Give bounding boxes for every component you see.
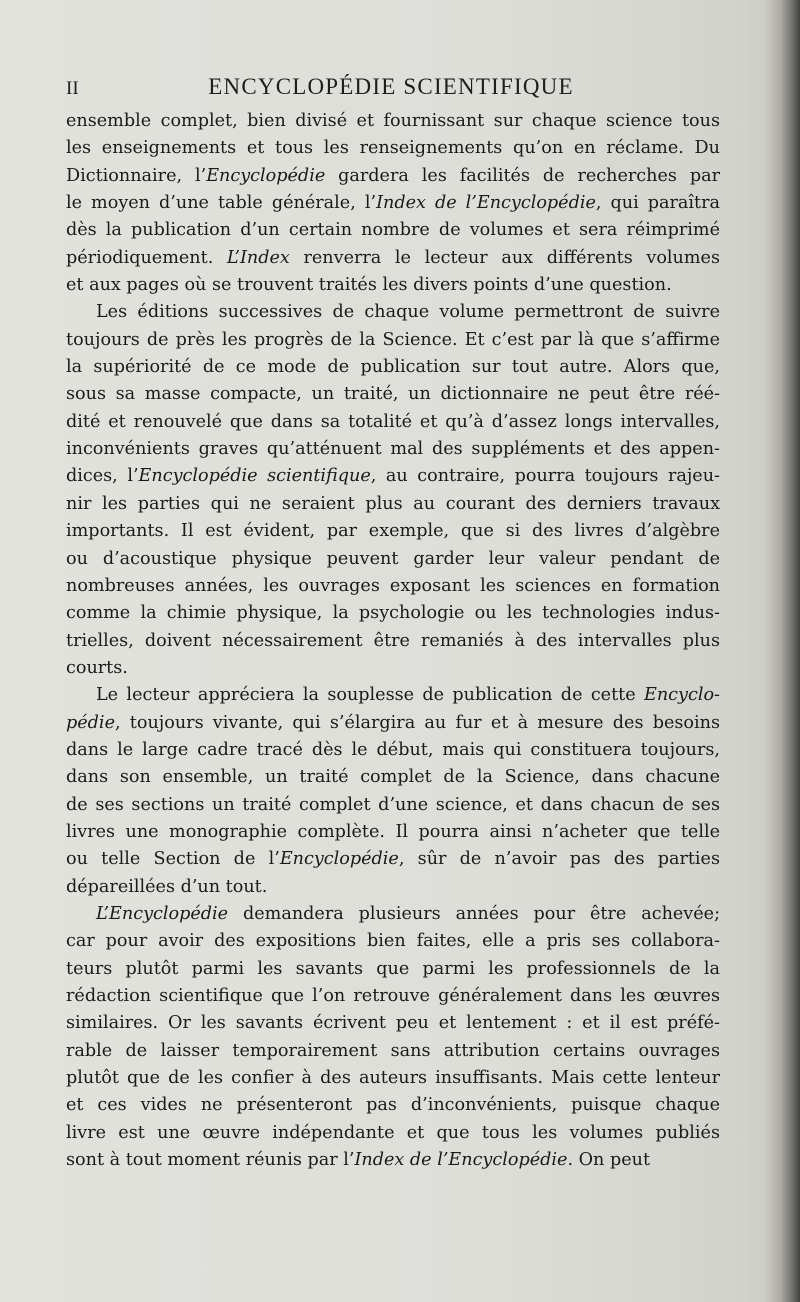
paragraph-1 [66,108,720,299]
page-number: II [66,78,79,99]
text-line: toujours de près les progrès de la Science. Et c’est par là que s’affirme [66,329,720,350]
running-title: ENCYCLOPÉDIE SCIENTIFIQUE [208,74,574,99]
text-line: rable de laisser temporairement sans attribution certains ouvrages [66,1040,720,1061]
text-line: la supériorité de ce mode de publication sur tout autre. Alors que, [66,357,720,378]
text-line: de ses sections un traité complet d’une science, et dans chacun de ses [66,794,720,815]
text-line: les enseignements et tous les renseignements qu’on en réclame. Du [66,138,720,159]
text-line: inconvénients graves qu’atténuent mal des suppléments et des appen- [66,439,720,460]
page-header [66,74,716,104]
text-line: et ces vides ne présenteront pas d’inconvénients, puisque chaque [66,1095,720,1116]
text-line: sont à tout moment réunis par l’Index de l’Encyclopédie. On peut [66,1150,651,1171]
text-line: dès la publication d’un certain nombre de volumes et sera réimprimé [66,220,720,241]
text-line: dans son ensemble, un traité complet de la Science, dans chacune [66,767,720,788]
body-text [66,108,720,1174]
text-line: similaires. Or les savants écrivent peu et lentement : et il est préfé- [66,1013,720,1034]
text-line: périodiquement. L’Index renverra le lecteur aux différents volumes [66,247,720,268]
text-line: dité et renouvelé que dans sa totalité et qu’à d’assez longs intervalles, [66,411,720,432]
text-line: trielles, doivent nécessairement être remaniés à des intervalles plus [66,630,720,651]
text-line: ensemble complet, bien divisé et fournissant sur chaque science tous [66,111,720,131]
text-line: dices, l’Encyclopédie scientifique, au contraire, pourra toujours rajeu- [66,466,720,487]
paragraph-4 [66,901,720,1174]
text-line: plutôt que de les confier à des auteurs insuffisants. Mais cette lenteur [66,1068,720,1089]
paragraph-2 [66,299,720,682]
text-line: L’Encyclopédie demandera plusieurs années pour être achevée; [96,903,720,924]
text-line: ou telle Section de l’Encyclopédie, sûr de n’avoir pas des parties [66,849,720,870]
text-line: Le lecteur appréciera la souplesse de publication de cette Encyclo- [96,685,720,706]
text-line: nombreuses années, les ouvrages exposant les sciences en formation [66,575,720,596]
text-line: courts. [66,657,128,678]
text-line: importants. Il est évident, par exemple, que si des livres d’algèbre [66,521,720,542]
paragraph-3 [66,682,720,901]
text-line: sous sa masse compacte, un traité, un dictionnaire ne peut être réé- [66,384,720,405]
text-line: le moyen d’une table générale, l’Index de l’Encyclopédie, qui paraîtra [66,193,720,214]
text-line: rédaction scientifique que l’on retrouve généralement dans les œuvres [66,986,720,1006]
text-line: dépareillées d’un tout. [66,876,268,897]
text-line: livre est une œuvre indépendante et que tous les volumes publiés [66,1122,720,1143]
text-line: livres une monographie complète. Il pourra ainsi n’acheter que telle [66,821,720,842]
text-line: nir les parties qui ne seraient plus au courant des derniers travaux [66,493,720,514]
text-line: comme la chimie physique, la psychologie ou les technologies indus- [66,603,720,624]
text-line: car pour avoir des expositions bien faites, elle a pris ses collabora- [66,931,720,952]
text-line: Dictionnaire, l’Encyclopédie gardera les facilités de recherches par [66,165,720,186]
text-line: dans le large cadre tracé dès le début, mais qui constituera toujours, [66,739,720,760]
text-line: teurs plutôt parmi les savants que parmi les professionnels de la [66,958,720,979]
text-line: et aux pages où se trouvent traités les divers points d’une question. [66,275,672,296]
text-line: pédie, toujours vivante, qui s’élargira au fur et à mesure des besoins [66,712,720,733]
page-edge-shadow [764,0,800,1302]
text-line: Les éditions successives de chaque volume permettront de suivre [96,302,720,323]
text-line: ou d’acoustique physique peuvent garder leur valeur pendant de [66,548,720,569]
